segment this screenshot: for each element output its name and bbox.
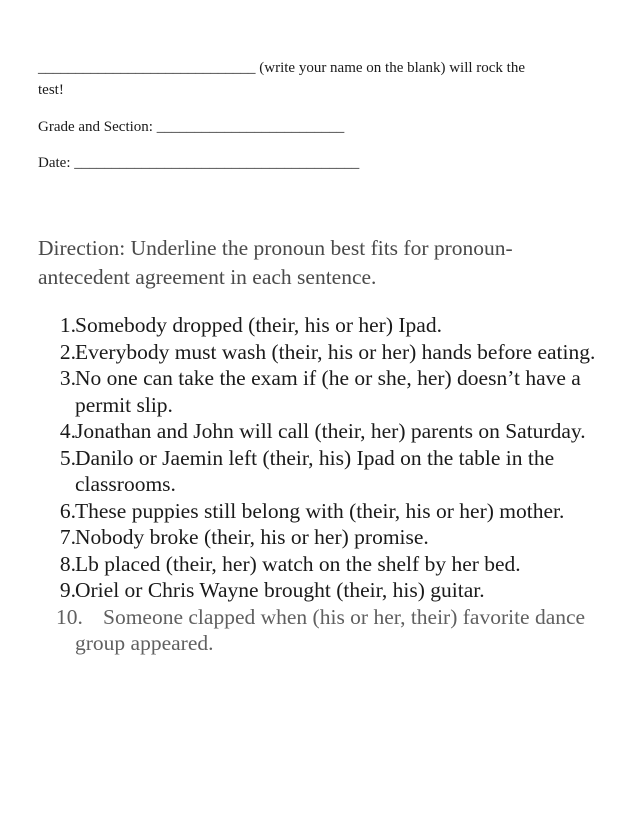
question-item-6 (0, 498, 638, 525)
question-text: Oriel or Chris Wayne brought (their, his) guitar. (75, 578, 485, 602)
name-line-continuation: test! (38, 82, 64, 98)
question-number: 1. (59, 313, 76, 337)
question-text: Everybody must wash (their, his or her) hands before eating. (75, 339, 596, 364)
question-item-7 (0, 524, 638, 551)
question-number: 7. (59, 525, 76, 549)
name-line: _____________________________ (write your name on the blank) will rock the (38, 60, 526, 76)
question-text: Lb placed (their, her) watch on the shelf by her bed. (75, 551, 521, 576)
question-item-5 (0, 445, 638, 498)
question-item-10 (0, 604, 638, 657)
question-text: Somebody dropped (their, his or her) Ipad. (75, 313, 442, 337)
question-item-2 (0, 339, 638, 366)
direction-text: Direction: Underline the pronoun best fits for pronoun-antecedent agreement in each sentence. (38, 236, 513, 289)
question-list (0, 312, 638, 657)
question-text: Jonathan and John will call (their, her) parents on Saturday. (75, 419, 586, 443)
question-number: 9. (59, 578, 76, 602)
question-text: These puppies still belong with (their, his or her) mother. (75, 498, 565, 523)
question-text: Danilo or Jaemin left (their, his) Ipad on the table in the classrooms. (75, 445, 555, 496)
question-item-1 (0, 312, 638, 339)
question-item-9 (0, 577, 638, 604)
question-number: 8. (59, 551, 76, 576)
question-item-4 (0, 418, 638, 445)
grade-section-line: Grade and Section: _________________________ (38, 119, 345, 135)
question-text: Nobody broke (their, his or her) promise. (75, 525, 429, 549)
question-number: 3. (59, 366, 76, 390)
question-text: No one can take the exam if (he or she, her) doesn’t have a permit slip. (75, 366, 581, 417)
question-number: 4. (59, 419, 76, 443)
question-number: 5. (59, 445, 76, 470)
question-item-3 (0, 365, 638, 418)
date-line: Date: ______________________________________ (38, 155, 360, 171)
question-text (75, 604, 615, 657)
question-number: 6. (59, 498, 76, 523)
question-text-content: Someone clapped when (his or her, their) favorite dance group appeared. (75, 604, 586, 655)
question-number: 10. (56, 604, 83, 629)
question-item-8 (0, 551, 638, 578)
question-number: 2. (59, 339, 76, 364)
